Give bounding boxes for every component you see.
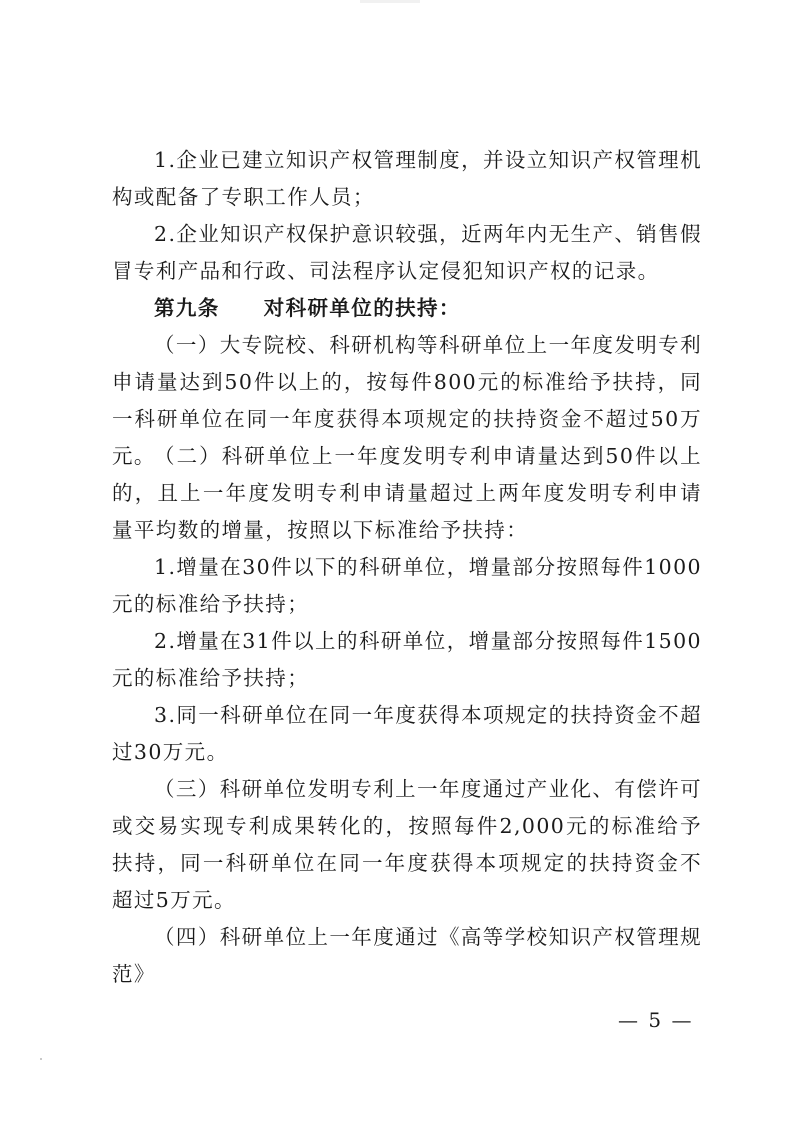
article-title: 对科研单位的扶持： [263, 296, 461, 320]
paragraph-management-system: 1.企业已建立知识产权管理制度，并设立知识产权管理机构或配备了专职工作人员； [112, 148, 702, 209]
scan-speck [40, 1058, 42, 1060]
item-two: （二）科研单位上一年度发明专利申请量达到50件以上的，且上一年度发明专利申请量超过上两年度发明专利申请量平均数的增量，按照以下标准给予扶持： [112, 444, 702, 542]
article-number: 第九条 [154, 296, 220, 320]
scan-mark [360, 0, 420, 3]
paragraph-ip-protection: 2.企业知识产权保护意识较强，近两年内无生产、销售假冒专利产品和行政、司法程序认定侵犯知识产权的记录。 [112, 222, 702, 283]
item-one: （一）大专院校、科研机构等科研单位上一年度发明专利申请量达到50件以上的，按每件800元的标准给予扶持，同一科研单位在同一年度获得本项规定的扶持资金不超过50万元。 [112, 333, 702, 468]
page-number: — 5 — [618, 1008, 694, 1032]
sub-item-three: 3.同一科研单位在同一年度获得本项规定的扶持资金不超过30万元。 [112, 703, 702, 764]
item-three: （三）科研单位发明专利上一年度通过产业化、有偿许可或交易实现专利成果转化的，按照每件2,000元的标准给予扶持，同一科研单位在同一年度获得本项规定的扶持资金不超过5万元。 [112, 777, 702, 912]
article-heading [112, 290, 702, 327]
item-four: （四）科研单位上一年度通过《高等学校知识产权管理规范》 [112, 925, 702, 986]
sub-item-two: 2.增量在31件以上的科研单位，增量部分按照每件1500元的标准给予扶持； [112, 629, 702, 690]
sub-item-one: 1.增量在30件以下的科研单位，增量部分按照每件1000元的标准给予扶持； [112, 555, 702, 616]
